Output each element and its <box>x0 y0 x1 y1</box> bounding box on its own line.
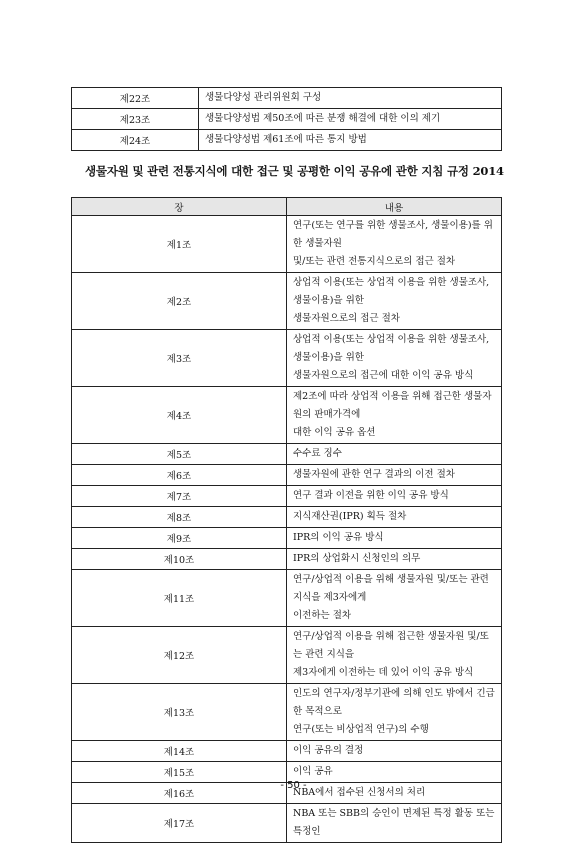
article-cell: 제9조 <box>72 528 287 549</box>
content-line: NBA 또는 SBB의 승인이 면제된 특정 활동 또는 특정인 <box>293 808 495 837</box>
table-row <box>72 88 502 109</box>
article-cell: 제2조 <box>72 273 287 330</box>
content-cell: 생물다양성법 제61조에 따른 통지 방법 <box>199 130 502 151</box>
content-cell <box>287 741 502 762</box>
article-cell: 제15조 <box>72 762 287 783</box>
content-line: 이익 공유 <box>293 766 333 777</box>
content-line: IPR의 이익 공유 방식 <box>293 532 384 543</box>
content-line: 지식재산권(IPR) 획득 절차 <box>293 511 407 522</box>
table-row <box>72 549 502 570</box>
article-cell: 제4조 <box>72 387 287 444</box>
content-cell <box>287 465 502 486</box>
article-cell: 제13조 <box>72 684 287 741</box>
table-row <box>72 570 502 627</box>
article-cell: 제10조 <box>72 549 287 570</box>
content-cell <box>287 570 502 627</box>
table-row <box>72 804 502 843</box>
main-table <box>71 197 502 843</box>
table-row <box>72 216 502 273</box>
article-cell: 제22조 <box>72 88 199 109</box>
content-line: 연구/상업적 이용을 위해 접근한 생물자원 및/또는 관련 지식을 <box>293 631 489 660</box>
content-line: 연구/상업적 이용을 위해 생물자원 및/또는 관련 지식을 제3자에게 <box>293 574 489 603</box>
header-article: 장 <box>72 198 287 216</box>
article-cell: 제16조 <box>72 783 287 804</box>
article-cell: 제5조 <box>72 444 287 465</box>
content-cell <box>287 216 502 273</box>
table-row <box>72 684 502 741</box>
article-cell: 제1조 <box>72 216 287 273</box>
article-cell: 제6조 <box>72 465 287 486</box>
content-line: 제3자에게 이전하는 데 있어 이익 공유 방식 <box>293 667 474 678</box>
main-table-header-row <box>72 198 502 216</box>
content-line: 연구(또는 비상업적 연구)의 수행 <box>293 724 429 735</box>
content-line: 제2조에 따라 상업적 이용을 위해 접근한 생물자원의 판매가격에 <box>293 391 492 420</box>
content-line: 수수료 징수 <box>293 448 342 459</box>
table-row <box>72 465 502 486</box>
content-line: 및/또는 관련 전통지식으로의 접근 절차 <box>293 256 456 267</box>
content-cell <box>287 684 502 741</box>
content-line: 인도의 연구자/정부기관에 의해 인도 밖에서 긴급한 목적으로 <box>293 688 495 717</box>
table-row <box>72 528 502 549</box>
top-table-body <box>72 88 502 151</box>
content-line: 연구 결과 이전을 위한 이익 공유 방식 <box>293 490 449 501</box>
content-cell <box>287 507 502 528</box>
section-title: 생물자원 및 관련 전통지식에 대한 접근 및 공평한 이익 공유에 관한 지침 규정 2014 <box>85 164 504 178</box>
table-row <box>72 130 502 151</box>
content-line: 연구(또는 연구를 위한 생물조사, 생물이용)를 위한 생물자원 <box>293 220 493 249</box>
content-cell <box>287 444 502 465</box>
table-row <box>72 273 502 330</box>
table-row <box>72 444 502 465</box>
content-line: IPR의 상업화시 신청인의 의무 <box>293 553 421 564</box>
article-cell: 제7조 <box>72 486 287 507</box>
article-cell: 제11조 <box>72 570 287 627</box>
table-row <box>72 387 502 444</box>
table-row <box>72 741 502 762</box>
content-cell <box>287 486 502 507</box>
article-cell: 제14조 <box>72 741 287 762</box>
header-content: 내용 <box>287 198 502 216</box>
content-cell <box>287 804 502 843</box>
content-line: NBA에서 접수된 신청서의 처리 <box>293 787 426 798</box>
table-row <box>72 330 502 387</box>
main-table-body <box>72 216 502 843</box>
content-line: 대한 이익 공유 옵션 <box>293 427 376 438</box>
page-number: - 50 - <box>280 780 307 791</box>
article-cell: 제24조 <box>72 130 199 151</box>
top-table <box>71 87 502 151</box>
content-cell: 생물다양성 관리위원회 구성 <box>199 88 502 109</box>
content-cell <box>287 330 502 387</box>
table-row <box>72 486 502 507</box>
content-line: 생물자원으로의 접근 절차 <box>293 313 400 324</box>
article-cell: 제3조 <box>72 330 287 387</box>
content-cell <box>287 273 502 330</box>
content-cell <box>287 549 502 570</box>
content-cell <box>287 627 502 684</box>
content-cell: 생물다양성법 제50조에 따른 분쟁 해결에 대한 이의 제기 <box>199 109 502 130</box>
content-cell <box>287 387 502 444</box>
table-row <box>72 627 502 684</box>
article-cell: 제23조 <box>72 109 199 130</box>
table-row <box>72 507 502 528</box>
content-cell <box>287 528 502 549</box>
content-line: 생물자원에 관한 연구 결과의 이전 절차 <box>293 469 455 480</box>
content-line: 상업적 이용(또는 상업적 이용을 위한 생물조사, 생물이용)을 위한 <box>293 277 490 306</box>
article-cell: 제8조 <box>72 507 287 528</box>
content-line: 이익 공유의 결정 <box>293 745 364 756</box>
content-line: 생물자원으로의 접근에 대한 이익 공유 방식 <box>293 370 474 381</box>
content-line: 이전하는 절차 <box>293 610 352 621</box>
table-row <box>72 109 502 130</box>
article-cell: 제17조 <box>72 804 287 843</box>
content-line: 상업적 이용(또는 상업적 이용을 위한 생물조사, 생물이용)을 위한 <box>293 334 490 363</box>
article-cell: 제12조 <box>72 627 287 684</box>
